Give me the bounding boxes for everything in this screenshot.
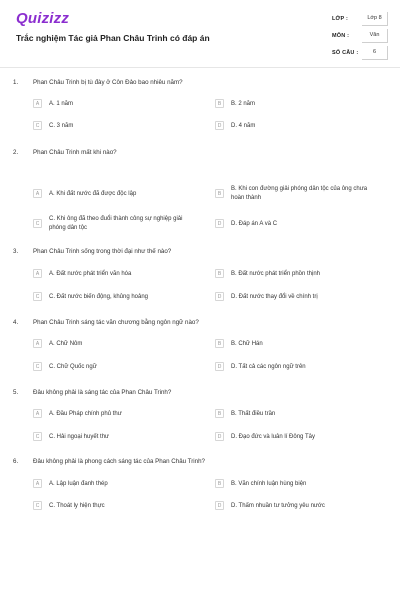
meta-value-class: Lớp 8 [362, 12, 388, 26]
option-letter-box[interactable]: A [33, 99, 42, 108]
option-text: D. Đạo đức và luân lí Đông Tây [231, 434, 315, 440]
option-letter-box[interactable]: C [33, 501, 42, 510]
question-text: Phan Châu Trinh sáng tác văn chương bằng ngôn ngữ nào? [33, 319, 199, 326]
question-text: Phan Châu Trinh mất khi nào? [33, 149, 117, 156]
option-text: D. Tất cả các ngôn ngữ trên [231, 364, 306, 370]
option-text: B. Văn chính luận hùng biện [231, 481, 307, 487]
worksheet-meta [332, 12, 388, 63]
quizizz-logo[interactable]: Quizizz [16, 10, 70, 27]
option-letter-box[interactable]: C [33, 121, 42, 130]
option-letter-box[interactable]: D [215, 219, 224, 228]
option-letter-box[interactable]: D [215, 362, 224, 371]
option-text: A. Đất nước phát triển văn hóa [49, 271, 132, 277]
option-text: C. Đất nước biến động, khủng hoảng [49, 294, 149, 300]
option-letter-box[interactable]: C [33, 292, 42, 301]
option-text: B. Thất điều trần [231, 411, 276, 417]
option-text: A. Khi đất nước đã được độc lập [49, 191, 137, 197]
option-text: B. 2 năm [231, 101, 256, 107]
option-text: D. 4 năm [231, 123, 256, 129]
option-letter-box[interactable]: D [215, 432, 224, 441]
option-text: A. 1 năm [49, 101, 74, 107]
option-letter-box[interactable]: D [215, 501, 224, 510]
option-letter-box[interactable]: B [215, 409, 224, 418]
meta-label-subject: MÔN : [332, 33, 350, 39]
option-text: B. Chữ Hán [231, 341, 263, 347]
option-text: A. Chữ Nôm [49, 341, 83, 347]
option-text: A. Lập luận đanh thép [49, 481, 108, 487]
meta-row-class [332, 12, 388, 29]
option-text: C. Khi ông đã theo đuổi thành công sự nghiệp giải phóng dân tộc [49, 216, 183, 231]
question-text: Đâu không phải là sáng tác của Phan Châu Trinh? [33, 389, 172, 396]
option-text: A. Đầu Pháp chính phủ thư [49, 411, 122, 417]
question-text: Đâu không phải là phong cách sáng tác của Phan Châu Trinh? [33, 458, 205, 465]
option-text: D. Thấm nhuần tư tưởng yêu nước [231, 503, 325, 509]
question-number: 2. [13, 149, 19, 156]
meta-value-question-count: 6 [362, 46, 388, 60]
question-text: Phan Châu Trinh bị tù đày ở Côn Đảo bao nhiêu năm? [33, 79, 183, 86]
option-letter-box[interactable]: B [215, 189, 224, 198]
option-letter-box[interactable]: B [215, 479, 224, 488]
question-number: 1. [13, 79, 19, 86]
question-number: 4. [13, 319, 19, 326]
option-text: B. Đất nước phát triển phồn thịnh [231, 271, 321, 277]
option-letter-box[interactable]: C [33, 362, 42, 371]
option-text: B. Khi con đường giải phóng dân tộc của ông chưa hoàn thành [231, 186, 368, 201]
option-letter-box[interactable]: A [33, 189, 42, 198]
option-text: C. Hải ngoại huyết thư [49, 434, 110, 440]
meta-row-subject [332, 29, 388, 46]
option-letter-box[interactable]: B [215, 339, 224, 348]
option-letter-box[interactable]: A [33, 479, 42, 488]
option-letter-box[interactable]: C [33, 219, 42, 228]
option-letter-box[interactable]: A [33, 339, 42, 348]
meta-value-subject: Văn [362, 29, 388, 43]
option-text: C. 3 năm [49, 123, 74, 129]
option-text: C. Thoát ly hiện thực [49, 503, 105, 509]
worksheet-header [0, 0, 400, 66]
question-number: 6. [13, 458, 19, 465]
option-letter-box[interactable]: C [33, 432, 42, 441]
option-letter-box[interactable]: B [215, 99, 224, 108]
option-letter-box[interactable]: D [215, 121, 224, 130]
option-text: C. Chữ Quốc ngữ [49, 364, 97, 370]
question-number: 5. [13, 389, 19, 396]
option-letter-box[interactable]: A [33, 269, 42, 278]
worksheet-title: Trắc nghiệm Tác giả Phan Châu Trinh có đáp án [16, 33, 210, 43]
option-letter-box[interactable]: B [215, 269, 224, 278]
option-letter-box[interactable]: A [33, 409, 42, 418]
meta-row-question-count [332, 46, 388, 63]
header-divider [0, 67, 400, 68]
option-letter-box[interactable]: D [215, 292, 224, 301]
question-number: 3. [13, 248, 19, 255]
option-text: D. Đáp án A và C [231, 221, 278, 227]
option-text: D. Đất nước thay đổi về chính trị [231, 294, 318, 300]
meta-label-class: LỚP : [332, 16, 348, 22]
question-text: Phan Châu Trinh sống trong thời đại như thế nào? [33, 248, 172, 255]
meta-label-question-count: SỐ CÂU : [332, 50, 359, 56]
